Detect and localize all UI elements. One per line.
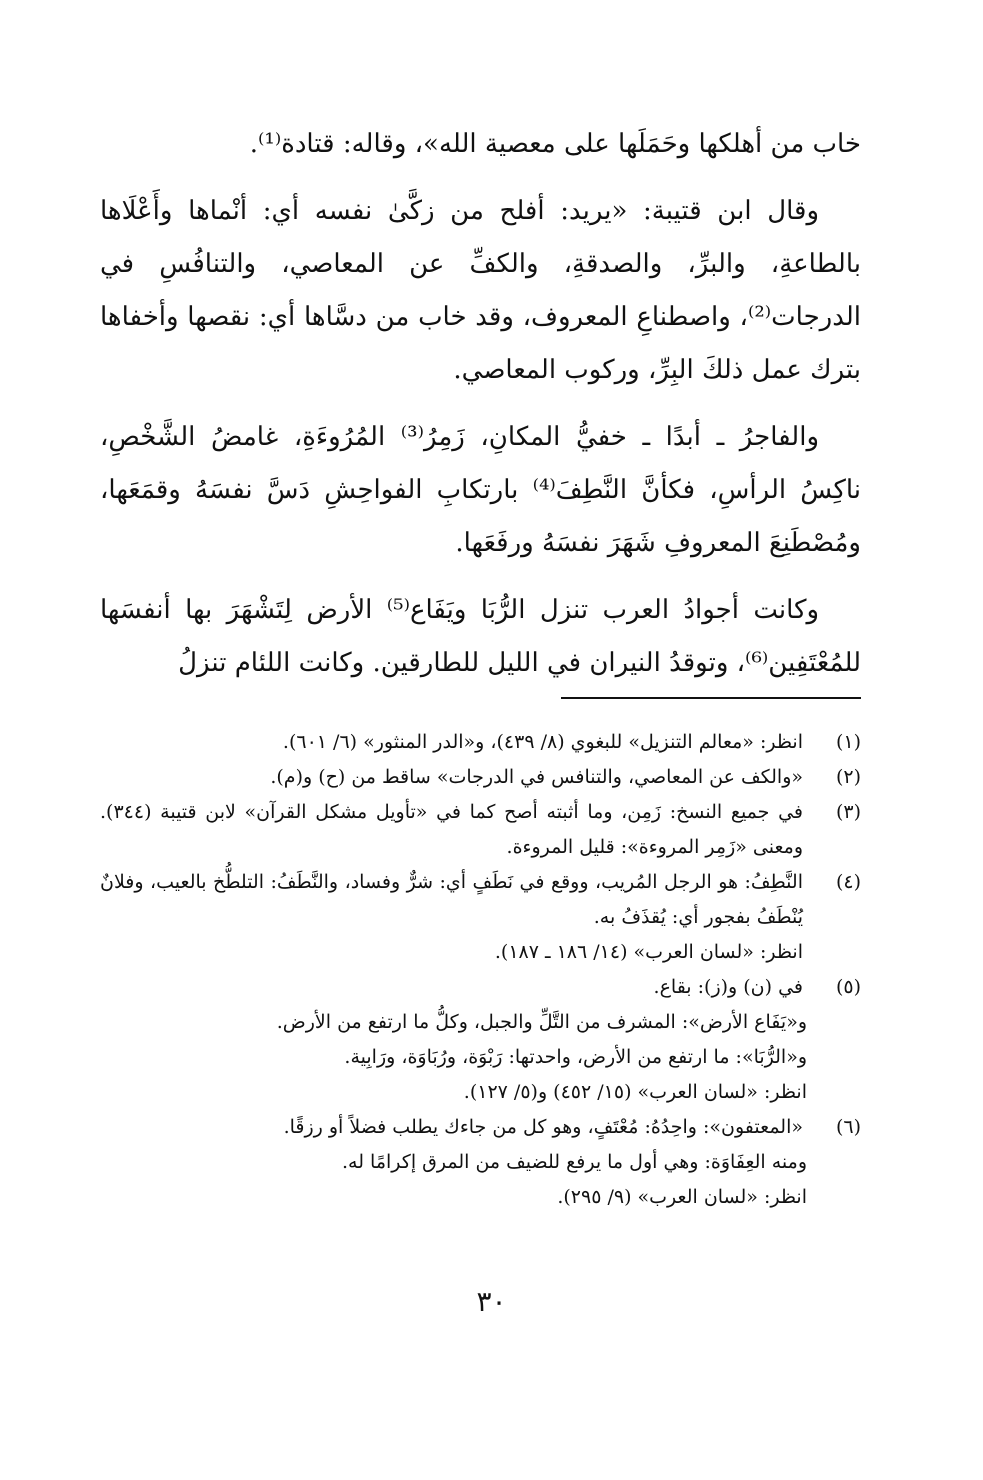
- footnote-number: (٦): [835, 1116, 861, 1138]
- footnote-text: انظر: «لسان العرب» (١٥/ ٤٥٢) و(٥/ ١٢٧).: [463, 1081, 807, 1103]
- footnote-number: (١): [835, 731, 861, 753]
- paragraph-4: وكانت أجوادُ العرب تنزل الرُّبَا ويَفَاع⁽⁵⁾ الأرض لِتَشْهَرَ بها أنفسَها للمُعْتَفِين⁽⁶⁾، وتوقدُ النيران في الليل للطارقين. وكانت اللئام تنزلُ: [100, 595, 861, 678]
- footnote-4: [100, 865, 861, 970]
- footnote-6: [100, 1110, 861, 1215]
- footnote-1: [100, 725, 861, 760]
- footnote-text: و«يَفَاع الأرض»: المشرف من التَّلِّ والجبل، وكلُّ ما ارتفع من الأرض.: [276, 1011, 807, 1033]
- footnotes: [100, 725, 861, 1215]
- main-text: [100, 118, 861, 704]
- footnote-text: ومنه العِفَاوَة: وهي أول ما يرفع للضيف من المرق إكرامًا له.: [342, 1151, 807, 1173]
- footnote-text: في (ن) و(ز): بقاع.: [653, 976, 803, 998]
- footnote-text: انظر: «لسان العرب» (١٤/ ١٨٦ ـ ١٨٧).: [494, 941, 803, 963]
- footnote-text: «المعتفون»: واحِدُهُ: مُعْتَفٍ، وهو كل من جاءك يطلب فضلاً أو رزقًا.: [283, 1116, 803, 1138]
- footnote-5: [100, 970, 861, 1110]
- footnote-3: [100, 795, 861, 865]
- footnote-text: انظر: «معالم التنزيل» للبغوي (٨/ ٤٣٩)، و«الدر المنثور» (٦/ ٦٠١).: [282, 731, 803, 753]
- footnote-text: في جميع النسخ: زَمِن، وما أثبته أصح كما في «تأويل مشكل القرآن» لابن قتيبة (٣٤٤). ومعنى «زَمِر المروءة»: قليل المروءة.: [100, 801, 803, 858]
- page-number: ٣٠: [476, 1285, 507, 1318]
- footnote-text: و«الرُّبَا»: ما ارتفع من الأرض، واحدتها: رَبْوَة، ورُبَاوَة، ورَابِية.: [344, 1046, 807, 1068]
- footnote-number: (٥): [835, 976, 861, 998]
- footnote-number: (٣): [835, 801, 861, 823]
- footnote-number: (٤): [835, 871, 861, 893]
- paragraph-3: والفاجرُ ـ أبدًا ـ خفيُّ المكانِ، زَمِرُ⁽³⁾ المُرُوءَةِ، غامضُ الشَّخْصِ، ناكِسُ الرأسِ، فكأنَّ النَّطِفَ⁽⁴⁾ بارتكابِ الفواحِشِ دَسَّ نفسَهُ وقمَعَها، ومُصْطَنِعَ المعروفِ شَهَرَ نفسَهُ ورفَعَها.: [100, 422, 861, 558]
- footnote-separator: [561, 697, 861, 699]
- paragraph-1: خاب من أهلكها وحَمَلَها على معصية الله»، وقاله: قتادة⁽¹⁾.: [249, 129, 861, 159]
- footnote-text: النَّطِفُ: هو الرجل المُريب، ووقع في نَطَفٍ أي: شرٌّ وفساد، والنَّطَفُ: التلطُّخ بالعيب، وفلانٌ يُنْطَفُ بفجور أي: يُقذَفُ به.: [100, 871, 803, 928]
- paragraph-2: وقال ابن قتيبة: «يريد: أفلح من زكَّىٰ نفسه أي: أنْماها وأَعْلَاها بالطاعةِ، والبرِّ، والصدقةِ، والكفِّ عن المعاصي، والتنافُسِ في الدرجات⁽²⁾، واصطناعِ المعروف، وقد خاب من دسَّاها أي: نقصها وأخفاها بترك عمل ذلكَ البِرِّ، وركوب المعاصي.: [100, 196, 861, 385]
- footnote-text: انظر: «لسان العرب» (٩/ ٢٩٥).: [557, 1186, 807, 1208]
- footnote-number: (٢): [835, 766, 861, 788]
- footnote-text: «والكف عن المعاصي، والتنافس في الدرجات» ساقط من (ح) و(م).: [270, 766, 803, 788]
- footnote-2: [100, 760, 861, 795]
